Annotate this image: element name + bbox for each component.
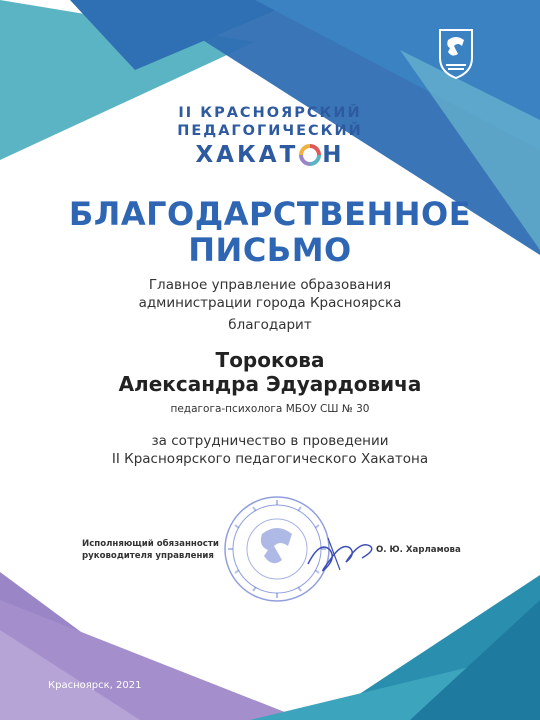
signer-title-line-2: руководителя управления bbox=[82, 551, 214, 561]
krasnoyarsk-emblem-icon bbox=[436, 28, 476, 80]
issuer-line-1: Главное управление образования bbox=[148, 277, 392, 293]
recipient-line-2: Александра Эдуардовича bbox=[118, 372, 422, 396]
thanks-word: благодарит bbox=[228, 317, 312, 333]
signature-scribble bbox=[300, 520, 380, 580]
signer-title-line-1: Исполняющий обязанности bbox=[82, 539, 219, 549]
footer-place-year: Красноярск, 2021 bbox=[48, 680, 142, 691]
document-title-line-1: БЛАГОДАРСТВЕННОЕ bbox=[68, 195, 472, 233]
thanks-reason bbox=[40, 432, 500, 468]
signer-name: О. Ю. Харламова bbox=[376, 545, 461, 555]
document-title-line-2: ПИСЬМО bbox=[188, 231, 352, 269]
ring-icon bbox=[299, 144, 321, 166]
signer-title bbox=[82, 538, 232, 562]
reason-line-2: II Красноярского педагогического Хакатона bbox=[111, 451, 429, 467]
logo-line-3 bbox=[195, 140, 344, 170]
logo-line-3-left: ХАКАТ bbox=[195, 142, 299, 168]
issuer-line-2: администрации города Красноярска bbox=[138, 295, 402, 311]
recipient-name bbox=[40, 348, 500, 396]
recipient-line-1: Торокова bbox=[215, 348, 325, 372]
logo-line-2: ПЕДАГОГИЧЕСКИЙ bbox=[177, 123, 363, 139]
issuer-organization bbox=[40, 276, 500, 312]
logo-line-3-right: Н bbox=[322, 142, 345, 168]
recipient-position: педагога-психолога МБОУ СШ № 30 bbox=[170, 403, 370, 415]
reason-line-1: за сотрудничество в проведении bbox=[151, 433, 389, 449]
logo-line-1: II КРАСНОЯРСКИЙ bbox=[178, 105, 362, 121]
hackathon-logo bbox=[160, 104, 380, 170]
